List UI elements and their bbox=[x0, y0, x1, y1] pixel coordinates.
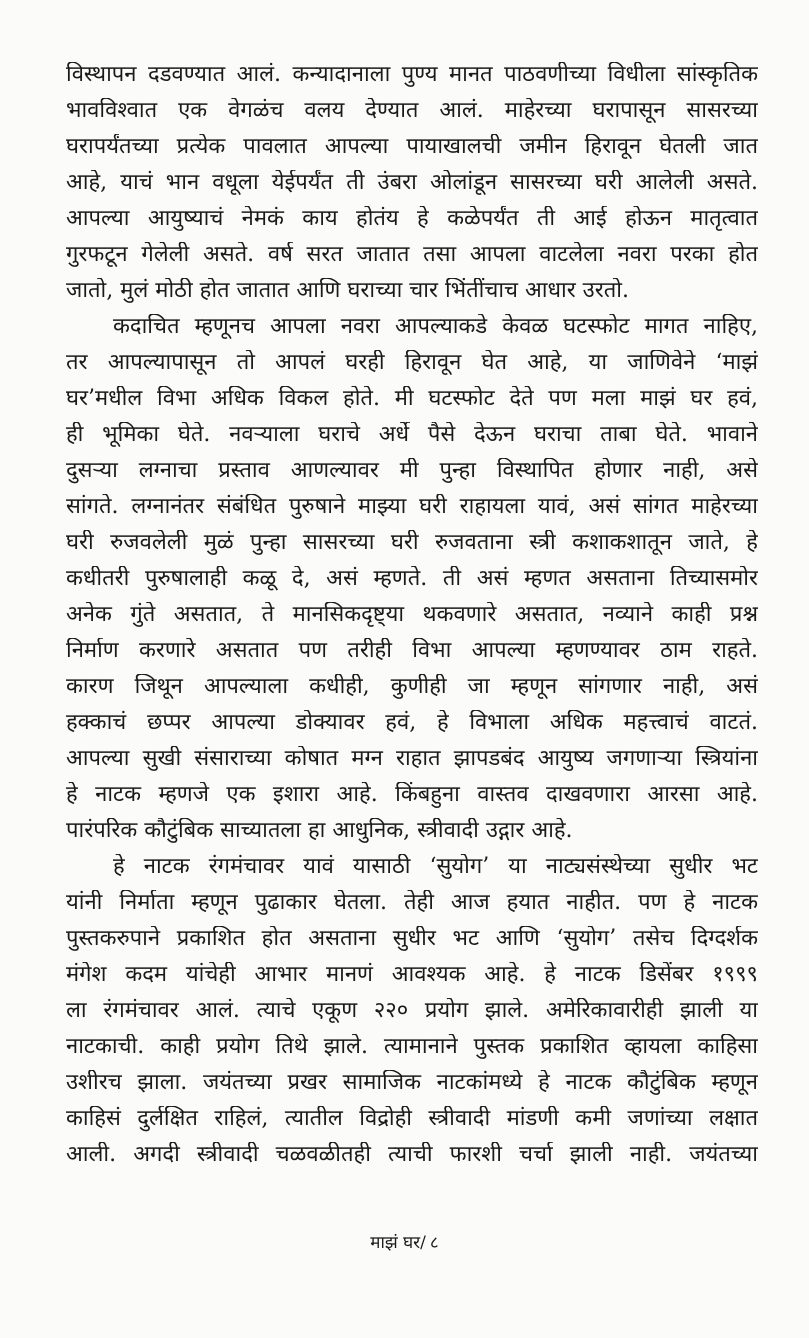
page-footer bbox=[0, 1232, 809, 1254]
text-line: घरी रुजवलेली मुळं पुन्हा सासरच्या घरी रुजवताना स्त्री कशाकशातून जाते, हे bbox=[66, 530, 758, 555]
text-line: हे नाटक म्हणजे एक इशारा आहे. किंबहुना वास्तव दाखवणारा आरसा आहे. bbox=[66, 782, 758, 807]
text-line: ला रंगमंचावर आलं. त्याचे एकूण २२० प्रयोग झाले. अमेरिकावारीही झाली या bbox=[66, 998, 758, 1023]
text-line: जातो, मुलं मोठी होत जातात आणि घराच्या चार भिंतींचाच आधार उरतो. bbox=[66, 278, 629, 303]
paragraph-first-line: कदाचित म्हणूनच आपला नवरा आपल्याकडे केवळ घटस्फोट मागत नाहिए, bbox=[113, 314, 758, 339]
text-line: सांगते. लग्नानंतर संबंधित पुरुषाने माझ्या घरी राहायला यावं, असं सांगत माहेरच्या bbox=[66, 494, 758, 519]
text-line: ही भूमिका घेते. नवऱ्याला घराचे अर्धे पैसे देऊन घराचा ताबा घेते. भावाने bbox=[66, 422, 758, 447]
text-line: काहिसं दुर्लक्षित राहिलं, त्यातील विद्रोही स्त्रीवादी मांडणी कमी जणांच्या लक्षात bbox=[66, 1106, 758, 1131]
text-line: यांनी निर्माता म्हणून पुढाकार घेतला. तेही आज हयात नाहीत. पण हे नाटक bbox=[66, 890, 758, 915]
text-line: दुसऱ्या लग्नाचा प्रस्ताव आणल्यावर मी पुन्हा विस्थापित होणार नाही, असे bbox=[66, 458, 758, 483]
text-line: आहे, याचं भान वधूला येईपर्यंत ती उंबरा ओलांडून सासरच्या घरी आलेली असते. bbox=[66, 170, 758, 195]
text-line: नाटकाची. काही प्रयोग तिथे झाले. त्यामानाने पुस्तक प्रकाशित व्हायला काहिसा bbox=[66, 1034, 758, 1059]
page-number: ८ bbox=[429, 1233, 439, 1253]
text-line: घरापर्यंतच्या प्रत्येक पावलात आपल्या पायाखालची जमीन हिरावून घेतली जात bbox=[66, 134, 758, 159]
text-line: निर्माण करणारे असतात पण तरीही विभा आपल्या म्हणण्यावर ठाम राहते. bbox=[66, 638, 758, 663]
text-line: घर’मधील विभा अधिक विकल होते. मी घटस्फोट देते पण मला माझं घर हवं, bbox=[66, 386, 758, 411]
text-line: पुस्तकरुपाने प्रकाशित होत असताना सुधीर भट आणि ‘सुयोग’ तसेच दिग्दर्शक bbox=[66, 926, 758, 951]
text-line: तर आपल्यापासून तो आपलं घरही हिरावून घेत आहे, या जाणिवेने ‘माझं bbox=[66, 350, 758, 375]
text-line: कधीतरी पुरुषालाही कळू दे, असं म्हणते. ती असं म्हणत असताना तिच्यासमोर bbox=[66, 566, 758, 591]
text-line: विस्थापन दडवण्यात आलं. कन्यादानाला पुण्य मानत पाठवणीच्या विधीला सांस्कृतिक bbox=[66, 62, 758, 87]
text-line: पारंपरिक कौटुंबिक साच्यातला हा आधुनिक, स्त्रीवादी उद्गार आहे. bbox=[66, 818, 573, 843]
text-line: कारण जिथून आपल्याला कधीही, कुणीही जा म्हणून सांगणार नाही, असं bbox=[66, 674, 758, 699]
text-line: हक्काचं छप्पर आपल्या डोक्यावर हवं, हे विभाला अधिक महत्त्वाचं वाटतं. bbox=[66, 710, 758, 735]
text-line: आपल्या सुखी संसाराच्या कोषात मग्न राहात झापडबंद आयुष्य जगणाऱ्या स्त्रियांना bbox=[66, 746, 758, 771]
footer-book-title: माझं घर/ bbox=[370, 1233, 426, 1253]
text-line: आपल्या आयुष्याचं नेमकं काय होतंय हे कळेपर्यंत ती आई होऊन मातृत्वात bbox=[66, 206, 758, 231]
text-line: उशीरच झाला. जयंतच्या प्रखर सामाजिक नाटकांमध्ये हे नाटक कौटुंबिक म्हणून bbox=[66, 1070, 758, 1095]
text-line: मंगेश कदम यांचेही आभार मानणं आवश्यक आहे. हे नाटक डिसेंबर १९९९ bbox=[66, 962, 758, 987]
paragraph-first-line: हे नाटक रंगमंचावर यावं यासाठी ‘सुयोग’ या नाट्यसंस्थेच्या सुधीर भट bbox=[113, 854, 758, 879]
text-line: आली. अगदी स्त्रीवादी चळवळीतही त्याची फारशी चर्चा झाली नाही. जयंतच्या bbox=[66, 1142, 758, 1167]
text-line: भावविश्वात एक वेगळंच वलय देण्यात आलं. माहेरच्या घरापासून सासरच्या bbox=[66, 98, 758, 123]
text-line: अनेक गुंते असतात, ते मानसिकदृष्ट्या थकवणारे असतात, नव्याने काही प्रश्न bbox=[66, 602, 758, 627]
text-line: गुरफटून गेलेली असते. वर्ष सरत जातात तसा आपला वाटलेला नवरा परका होत bbox=[66, 242, 758, 267]
